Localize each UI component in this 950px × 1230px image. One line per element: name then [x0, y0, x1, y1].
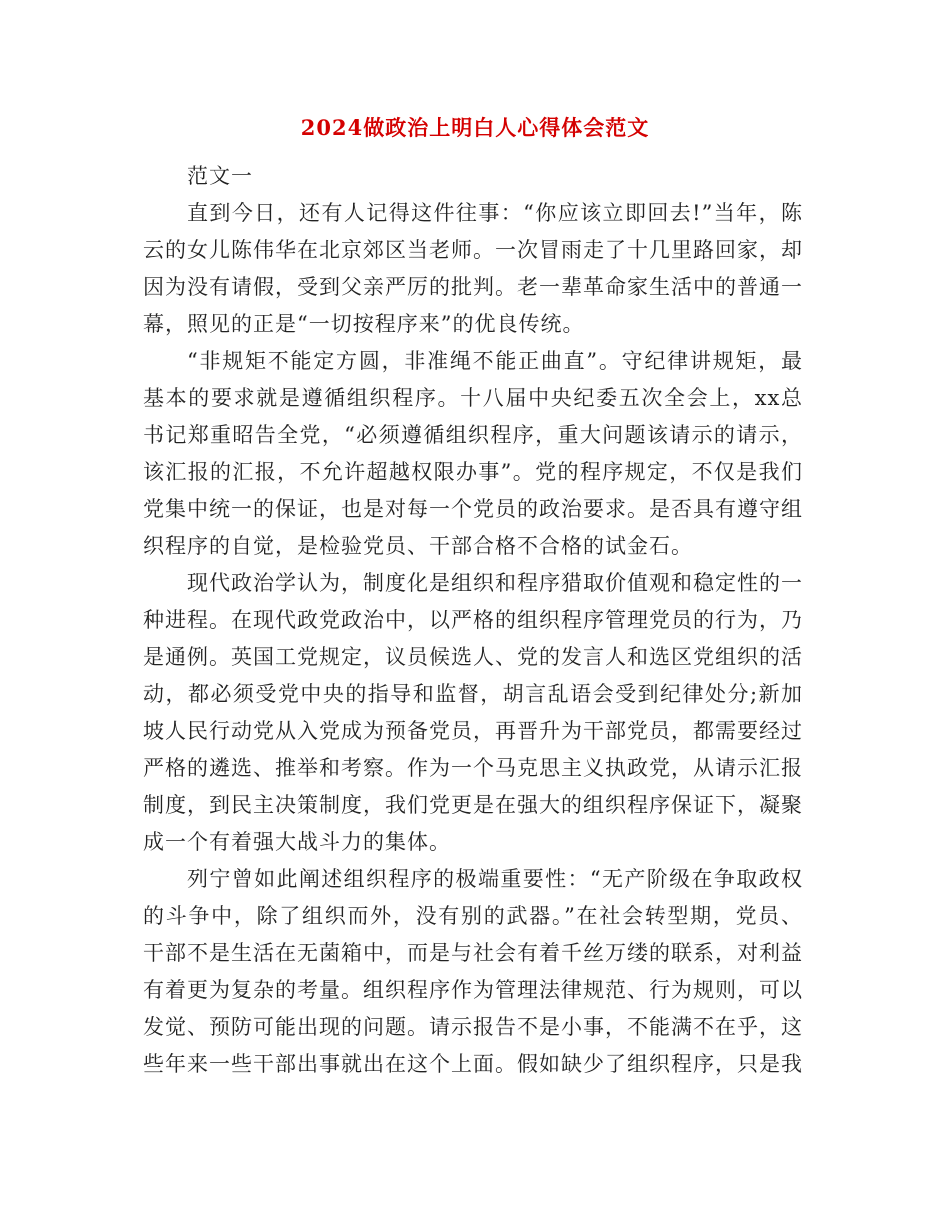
paragraph-2: “非规矩不能定方圆，非准绳不能正曲直”。守纪律讲规矩，最基本的要求就是遵循组织程序。十八届中央纪委五次全会上，xx总书记郑重昭告全党，“必须遵循组织程序，重大问题该请示的请示，该汇报的汇报，不允许超越权限办事”。党的程序规定，不仅是我们党集中统一的保证，也是对每一个党员的政治要求。是否具有遵守组织程序的自觉，是检验党员、干部合格不合格的试金石。 — [143, 349, 803, 558]
paragraph-1: 直到今日，还有人记得这件往事：“你应该立即回去!”当年，陈云的女儿陈伟华在北京郊区当老师。一次冒雨走了十几里路回家，却因为没有请假，受到父亲严厉的批判。老一辈革命家生活中的普通一幕，照见的正是“一切按程序来”的优良传统。 — [143, 201, 803, 336]
document-body — [143, 158, 803, 1083]
paragraph-4: 列宁曾如此阐述组织程序的极端重要性：“无产阶级在争取政权的斗争中，除了组织而外，没有别的武器。”在社会转型期，党员、干部不是生活在无菌箱中，而是与社会有着千丝万缕的联系，对利益有着更为复杂的考量。组织程序作为管理法律规范、行为规则，可以发觉、预防可能出现的问题。请示报告不是小事，不能满不在乎，这些年来一些干部出事就出在这个上面。假如缺少了组织程序，只是我 — [143, 867, 803, 1076]
document-title: 2024做政治上明白人心得体会范文 — [300, 115, 650, 140]
paragraph-3: 现代政治学认为，制度化是组织和程序猎取价值观和稳定性的一种进程。在现代政党政治中，以严格的组织程序管理党员的行为，乃是通例。英国工党规定，议员候选人、党的发言人和选区党组织的活动，都必须受党中央的指导和监督，胡言乱语会受到纪律处分;新加坡人民行动党从入党成为预备党员，再晋升为干部党员，都需要经过严格的遴选、推举和考察。作为一个马克思主义执政党，从请示汇报制度，到民主决策制度，我们党更是在强大的组织程序保证下，凝聚成一个有着强大战斗力的集体。 — [143, 571, 803, 854]
section-label: 范文一 — [187, 164, 253, 188]
